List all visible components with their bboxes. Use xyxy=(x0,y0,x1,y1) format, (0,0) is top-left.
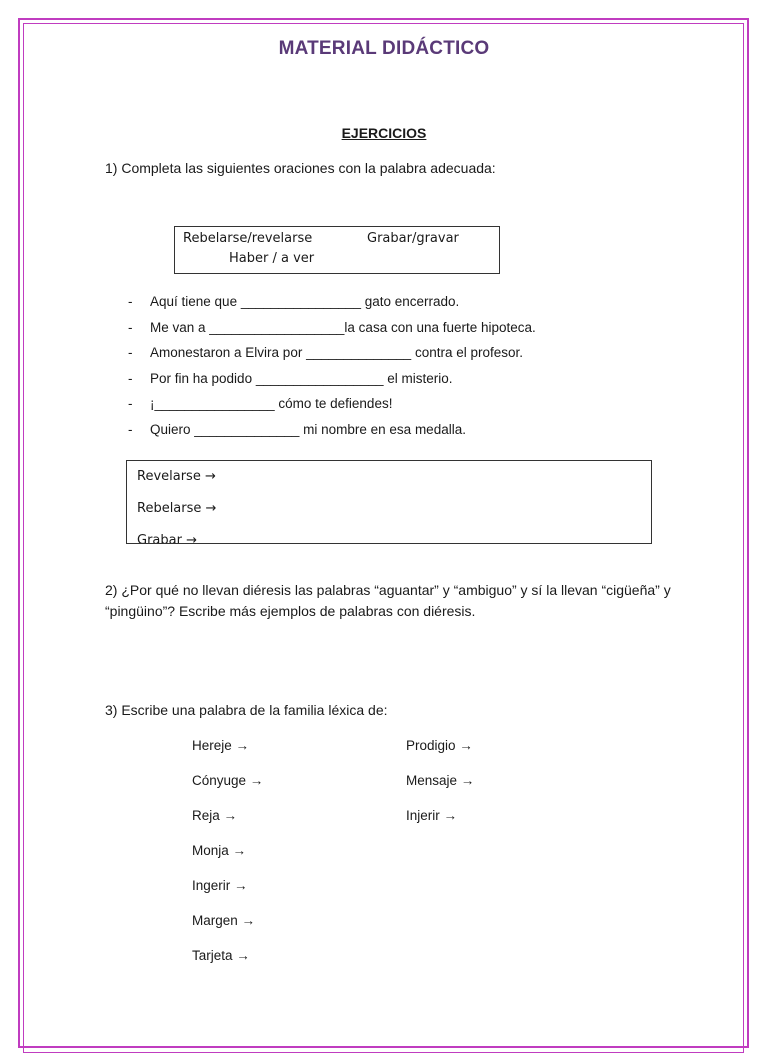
sentence-text: Amonestaron a Elvira por ______________ contra el profesor. xyxy=(150,345,523,361)
word-family-item: Injerir → xyxy=(406,808,458,823)
page-title: MATERIAL DIDÁCTICO xyxy=(278,38,490,59)
word-family-item: Ingerir → xyxy=(192,878,248,893)
sentence-text: Quiero ______________ mi nombre en esa medalla. xyxy=(150,421,466,437)
section-heading: EJERCICIOS xyxy=(341,125,427,141)
bullet: - xyxy=(128,396,133,412)
word-option: Haber / a ver xyxy=(229,251,315,266)
word-option: Grabar/gravar xyxy=(367,231,459,246)
word-family-item: Mensaje → xyxy=(406,773,475,788)
list-item xyxy=(128,420,536,446)
word-family-item: Margen → xyxy=(192,913,256,928)
sentence-text: Me van a __________________la casa con una fuerte hipoteca. xyxy=(150,319,536,335)
sentence-text: Aquí tiene que ________________ gato encerrado. xyxy=(150,294,460,309)
word-family-item: Cónyuge → xyxy=(192,773,264,788)
sentence-text: ¡________________ cómo te defiendes! xyxy=(150,396,393,412)
fill-in-sentence-list xyxy=(128,292,536,446)
definitions-box xyxy=(126,460,652,544)
definition-entry: Grabar → xyxy=(137,533,197,544)
exercise-3-prompt: 3) Escribe una palabra de la familia léxica de: xyxy=(105,702,388,718)
bullet: - xyxy=(128,370,133,386)
list-item xyxy=(128,292,536,318)
word-family-item: Reja → xyxy=(192,808,238,823)
bullet: - xyxy=(128,319,133,335)
word-family-item: Hereje → xyxy=(192,738,250,753)
exercise-2-prompt: 2) ¿Por qué no llevan diéresis las palabras “aguantar” y “ambiguo” y sí la llevan “cigüeña” y “pingüino”? Escribe más ejemplos de palabras con diéresis. xyxy=(105,582,671,619)
bullet: - xyxy=(128,421,133,437)
sentence-text: Por fin ha podido _________________ el misterio. xyxy=(150,370,453,386)
list-item xyxy=(128,318,536,344)
bullet: - xyxy=(128,294,133,309)
word-option: Rebelarse/revelarse xyxy=(183,231,313,246)
bullet: - xyxy=(128,345,133,361)
definition-entry: Rebelarse → xyxy=(137,501,217,516)
list-item xyxy=(128,394,536,420)
word-family-item: Prodigio → xyxy=(406,738,473,753)
word-options-box xyxy=(174,226,500,274)
list-item xyxy=(128,343,536,369)
definition-entry: Revelarse → xyxy=(137,469,216,484)
word-family-item: Monja → xyxy=(192,843,247,858)
exercise-1-prompt: 1) Completa las siguientes oraciones con la palabra adecuada: xyxy=(105,160,496,176)
word-family-item: Tarjeta → xyxy=(192,948,250,963)
list-item xyxy=(128,369,536,395)
